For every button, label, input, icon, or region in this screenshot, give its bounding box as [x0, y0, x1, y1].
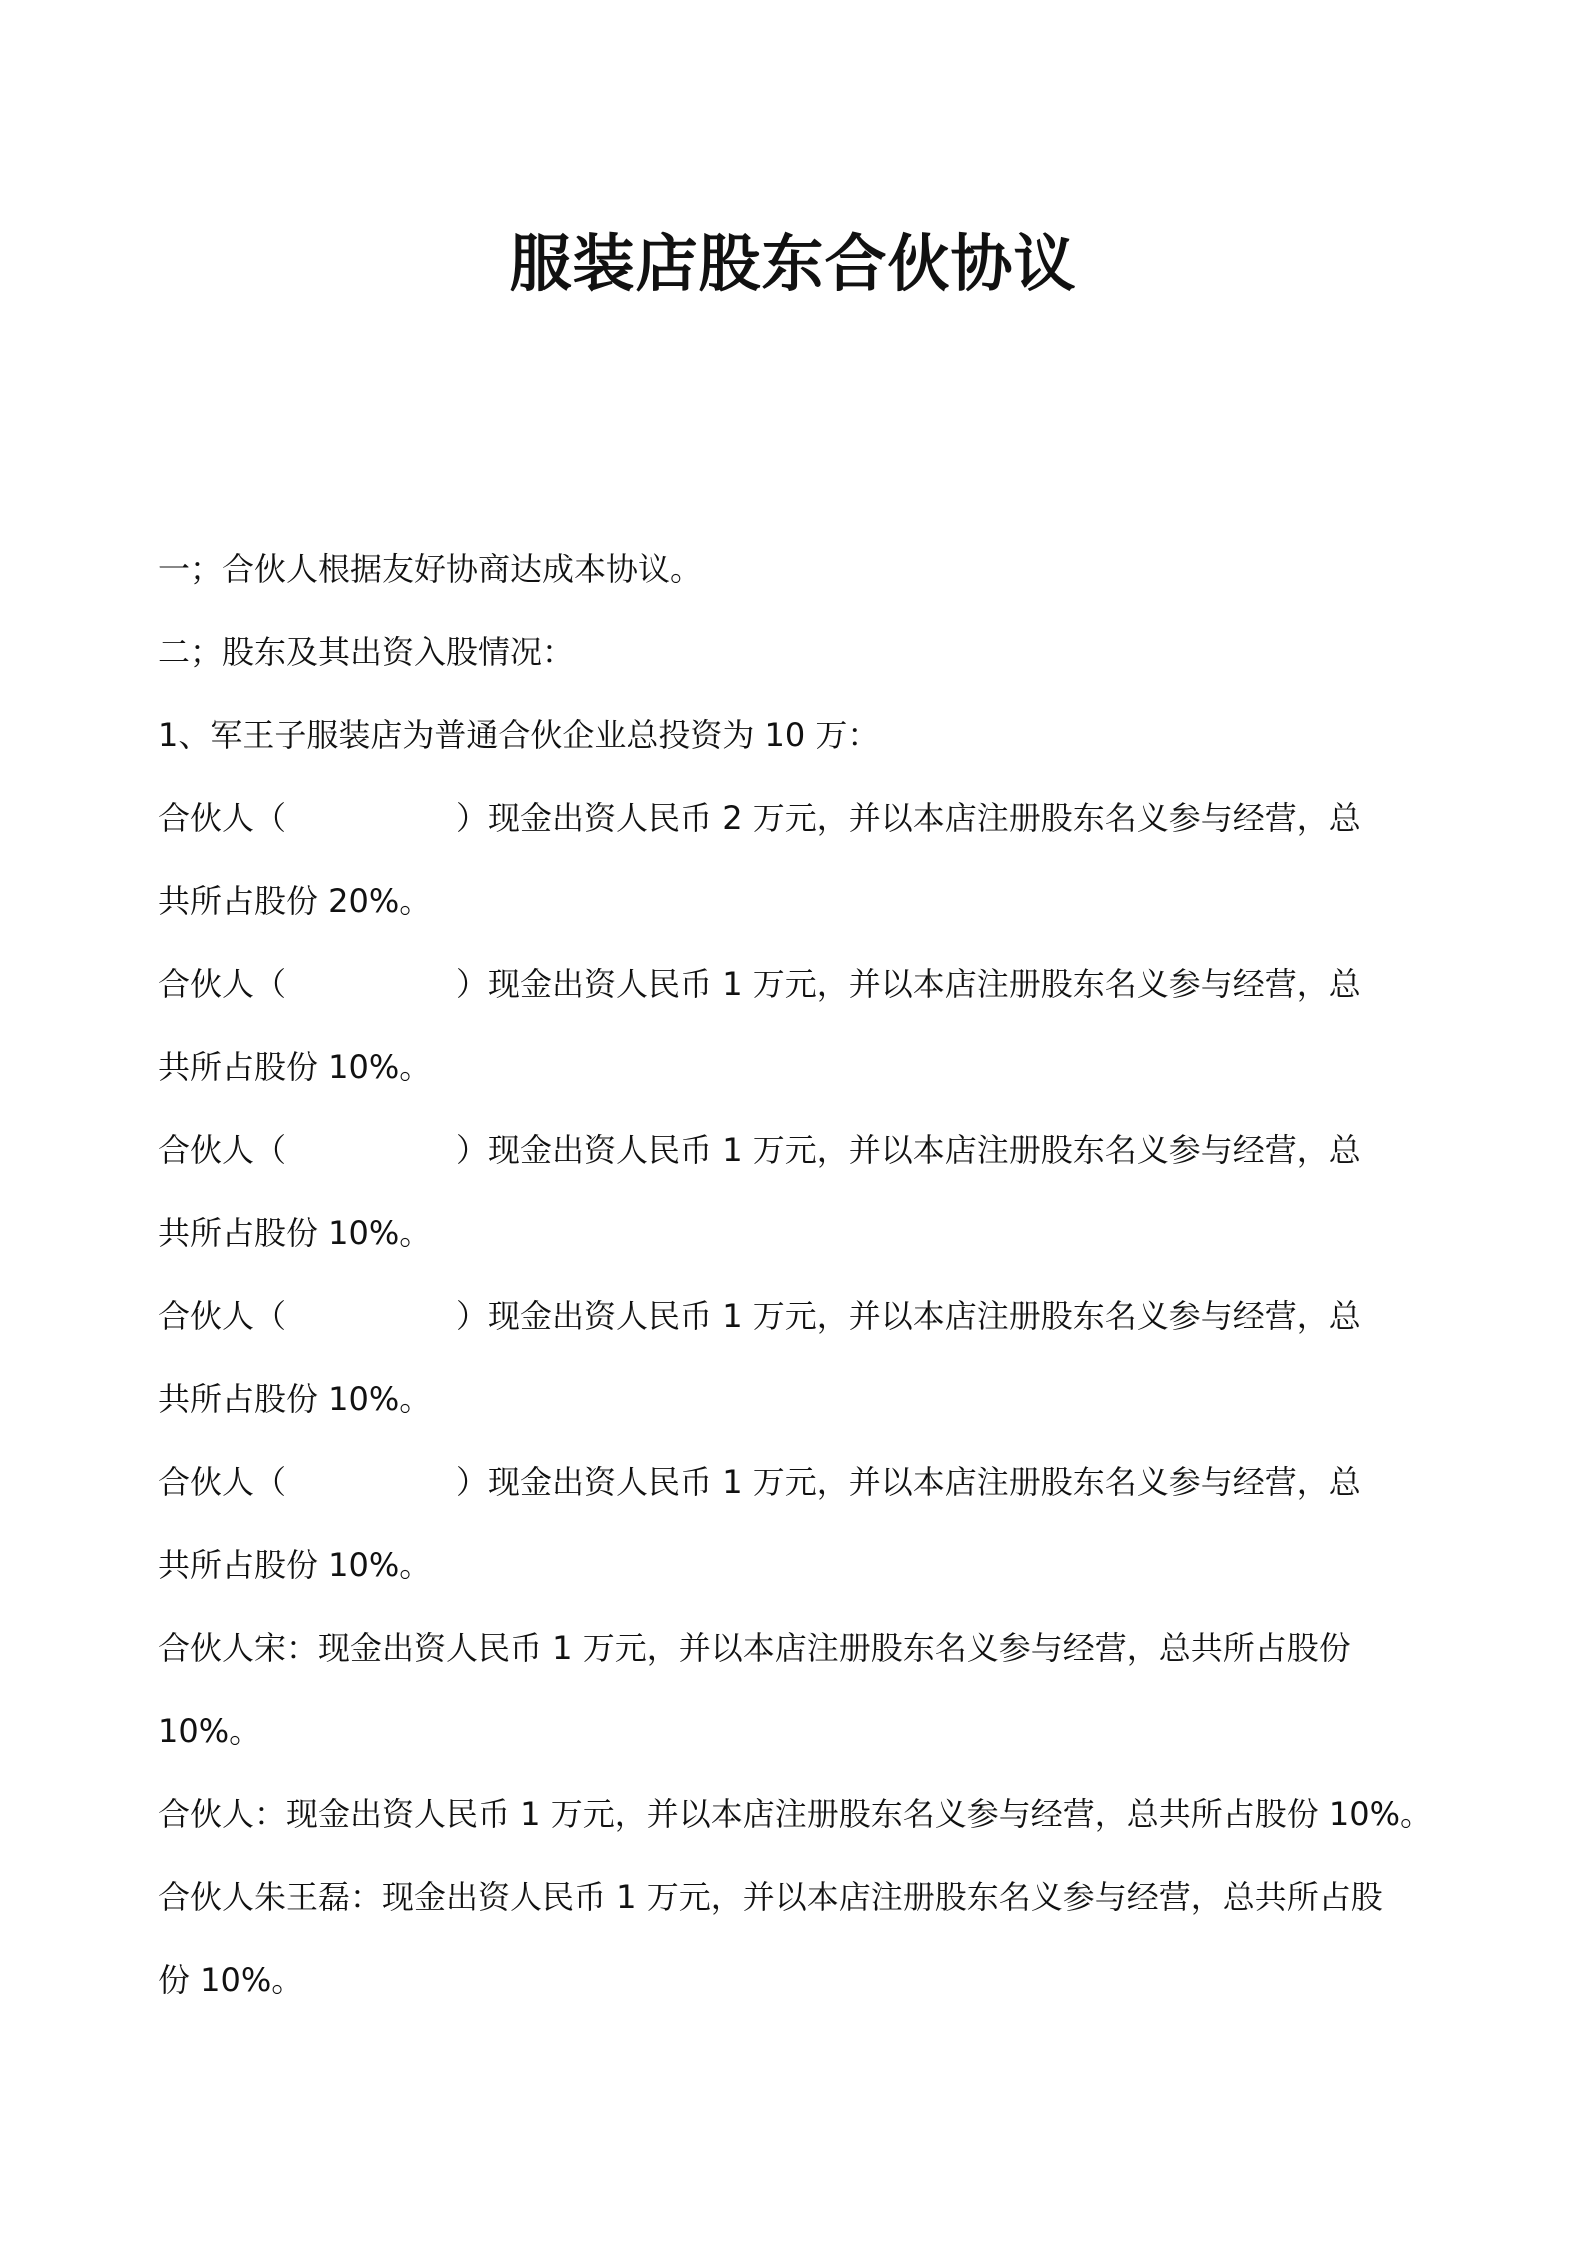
partner-4-prefix: 合伙人（	[158, 1297, 287, 1335]
section-two: 二；股东及其出资入股情况：	[158, 633, 575, 671]
partner-3-line	[158, 1109, 1472, 1192]
partner-5-line	[158, 1441, 1472, 1524]
partner-4-share: 共所占股份 10%。	[158, 1380, 432, 1418]
partner-3-terms: ）现金出资人民币 1 万元，并以本店注册股东名义参与经营，总	[456, 1131, 1361, 1169]
partner-3-prefix: 合伙人（	[158, 1131, 287, 1169]
partner-2-prefix: 合伙人（	[158, 965, 287, 1003]
partner-1-share: 共所占股份 20%。	[158, 882, 432, 920]
partner-4-terms: ）现金出资人民币 1 万元，并以本店注册股东名义参与经营，总	[456, 1297, 1361, 1335]
partner-5-prefix: 合伙人（	[158, 1463, 287, 1501]
partner-4-line	[158, 1275, 1472, 1358]
partner-song-line: 合伙人宋：现金出资人民币 1 万元，并以本店注册股东名义参与经营，总共所占股份	[158, 1629, 1351, 1667]
partner-1-line	[158, 777, 1472, 860]
document-body	[158, 528, 1472, 2022]
partner-2-line	[158, 943, 1472, 1026]
partner-2-terms: ）现金出资人民币 1 万元，并以本店注册股东名义参与经营，总	[456, 965, 1361, 1003]
partner-zhu-share: 份 10%。	[158, 1961, 304, 1999]
partner-song-share: 10%。	[158, 1712, 262, 1750]
document-title: 服装店股东合伙协议	[509, 227, 1077, 300]
partner-1-terms: ）现金出资人民币 2 万元，并以本店注册股东名义参与经营，总	[456, 799, 1361, 837]
partner-2-share: 共所占股份 10%。	[158, 1048, 432, 1086]
partner-1-prefix: 合伙人（	[158, 799, 287, 837]
partner-5-share: 共所占股份 10%。	[158, 1546, 432, 1584]
partner-3-share: 共所占股份 10%。	[158, 1214, 432, 1252]
partner-zhu-line: 合伙人朱王磊：现金出资人民币 1 万元，并以本店注册股东名义参与经营，总共所占股	[158, 1878, 1383, 1916]
partner-5-terms: ）现金出资人民币 1 万元，并以本店注册股东名义参与经营，总	[456, 1463, 1361, 1501]
partner-unnamed-line: 合伙人：现金出资人民币 1 万元，并以本店注册股东名义参与经营，总共所占股份 10%。	[158, 1795, 1433, 1833]
section-one: 一；合伙人根据友好协商达成本协议。	[158, 550, 703, 588]
section-investment-total: 1、军王子服装店为普通合伙企业总投资为 10 万：	[158, 716, 880, 754]
